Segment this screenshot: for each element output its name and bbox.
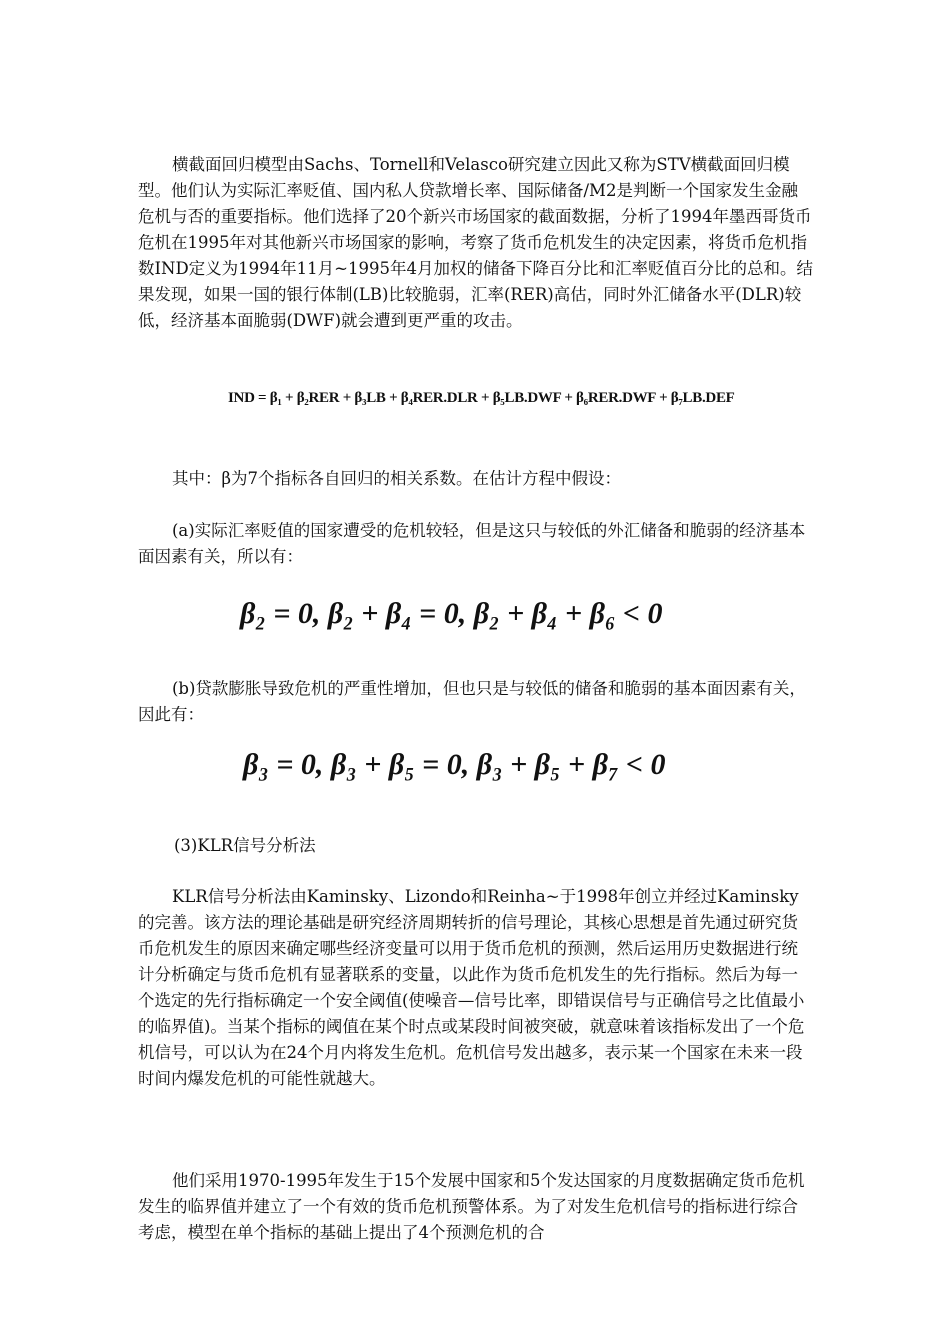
paragraph-klr-data: 他们采用1970-1995年发生于15个发展中国家和5个发达国家的月度数据确定货币危机发生的临界值并建立了一个有效的货币危机预警体系。为了对发生危机信号的指标进行综合考虑，模型在单个指标的基础上提出了4个预测危机的合 [138,1171,805,1242]
formula-condition-b: β₃ = 0, β₃ + β₅ = 0, β₃ + β₅ + β₇ < 0 [243,748,666,781]
section-heading-klr: (3)KLR信号分析法 [174,836,316,855]
formula-ind-equation: IND = β₁ + β₂RER + β₃LB + β₄RER.DLR + β₅LB.DWF + β₆RER.DWF + β₇LB.DEF [228,390,735,406]
paragraph-beta-definition: 其中：β为7个指标各自回归的相关系数。在估计方程中假设： [172,469,622,488]
paragraph-klr-method: KLR信号分析法由Kaminsky、Lizondo和Reinha~于1998年创立并经过Kaminsky的完善。该方法的理论基础是研究经济周期转折的信号理论，其核心思想是首先通过研究货币危机发生的原因来确定哪些经济变量可以用于货币危机的预测，然后运用历史数据进行统计分析确定与货币危机有显著联系的变量，以此作为货币危机发生的先行指标。然后为每一个选定的先行指标确定一个安全阈值(使噪音—信号比率，即错误信号与正确信号之比值最小的临界值)。当某个指标的阈值在某个时点或某段时间被突破，就意味着该指标发出了一个危机信号，可以认为在24个月内将发生危机。危机信号发出越多，表示某一个国家在未来一段时间内爆发危机的可能性就越大。 [138,887,805,1088]
formula-condition-a: β₂ = 0, β₂ + β₄ = 0, β₂ + β₄ + β₆ < 0 [240,597,663,630]
paragraph-assumption-a: (a)实际汇率贬值的国家遭受的危机较轻，但是这只与较低的外汇储备和脆弱的经济基本面因素有关，所以有： [138,521,806,566]
paragraph-stv-model: 横截面回归模型由Sachs、Tornell和Velasco研究建立因此又称为STV横截面回归模型。他们认为实际汇率贬值、国内私人贷款增长率、国际储备/M2是判断一个国家发生金融危机与否的重要指标。他们选择了20个新兴市场国家的截面数据，分析了1994年墨西哥货币危机在1995年对其他新兴市场国家的影响，考察了货币危机发生的决定因素，将货币危机指数IND定义为1994年11月~1995年4月加权的储备下降百分比和汇率贬值百分比的总和。结果发现，如果一国的银行体制(LB)比较脆弱，汇率(RER)高估，同时外汇储备水平(DLR)较低，经济基本面脆弱(DWF)就会遭到更严重的攻击。 [138,155,813,330]
paragraph-assumption-b: (b)贷款膨胀导致危机的严重性增加，但也只是与较低的储备和脆弱的基本面因素有关，因此有： [138,679,806,724]
